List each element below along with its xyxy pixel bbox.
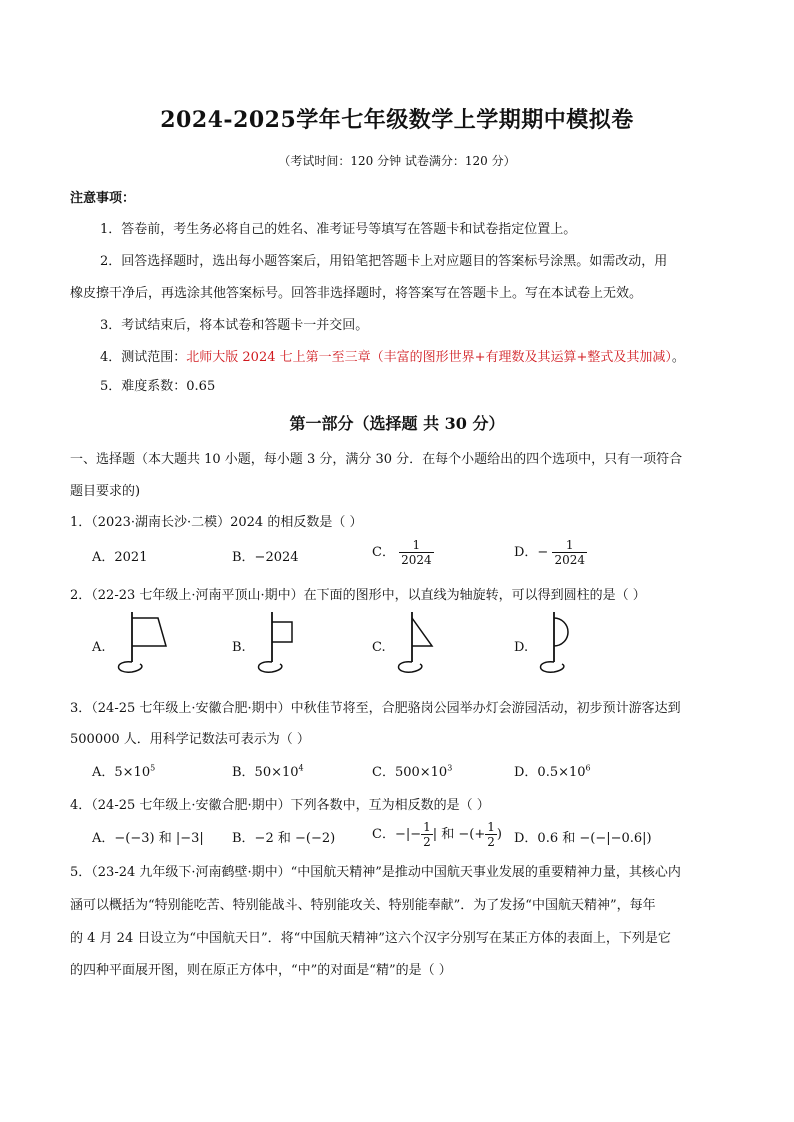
question-5-line-1: 5．（23-24 九年级下·河南鹤壁·期中）“中国航天精神”是推动中国航天事业发展的重要精神力量，其核心内 bbox=[70, 865, 681, 880]
note-4-scope: 北师大版 2024 七上第一至三章（丰富的图形世界+有理数及其运算+整式及其加减） bbox=[186, 350, 672, 365]
fraction-numerator: 1 bbox=[399, 538, 434, 553]
q4-option-b: B．−2 和 −(−2) bbox=[232, 831, 336, 846]
question-5-line-4: 的四种平面展开图，则在原正方体中，“中”的对面是“精”的是（ ） bbox=[70, 963, 452, 978]
q2-option-c-label: C. bbox=[372, 640, 386, 655]
part-intro-b: 题目要求的) bbox=[70, 484, 141, 499]
q2-figure-a-trapezoid bbox=[112, 608, 172, 680]
question-4-stem: 4．（24-25 七年级上·安徽合肥·期中）下列各数中，互为相反数的是（ ） bbox=[70, 798, 490, 813]
question-5-line-2: 涵可以概括为“特别能吃苦、特别能战斗、特别能攻关、特别能奉献”．为了发扬“中国航天精神”，每年 bbox=[70, 898, 656, 913]
q4-option-c-end: ) bbox=[496, 827, 502, 842]
note-3: 3．考试结束后，将本试卷和答题卡一并交回。 bbox=[100, 318, 369, 333]
fraction-denominator: 2 bbox=[487, 835, 495, 849]
q4-option-c-fraction-1 bbox=[421, 820, 433, 849]
q1-option-c-label: C． bbox=[372, 545, 395, 560]
question-1-stem: 1．（2023·湖南长沙·二模）2024 的相反数是（ ） bbox=[70, 515, 363, 530]
page-title: 2024-2025学年七年级数学上学期期中模拟卷 bbox=[160, 107, 634, 133]
q2-option-a-label: A. bbox=[92, 640, 106, 655]
exponent: 5 bbox=[150, 763, 156, 773]
q1-option-c-fraction bbox=[399, 538, 434, 567]
exponent: 3 bbox=[447, 763, 453, 773]
q4-option-d: D．0.6 和 −(−|−0.6|) bbox=[514, 831, 652, 846]
notes-heading: 注意事项： bbox=[70, 191, 136, 206]
note-2a: 2．回答选择题时，选出每小题答案后，用铅笔把答题卡上对应题目的答案标号涂黑。如需改动，用 bbox=[100, 254, 668, 269]
q3-option-b bbox=[232, 761, 304, 780]
q4-option-a: A．−(−3) 和 |−3| bbox=[92, 831, 204, 846]
note-4-suffix: 。 bbox=[671, 350, 685, 365]
q3-option-b-text: B．50×10 bbox=[232, 765, 299, 780]
section-title: 第一部分（选择题 共 30 分） bbox=[289, 414, 505, 433]
q1-option-d bbox=[514, 538, 587, 567]
question-5-line-3: 的 4 月 24 日设立为“中国航天日”．将“中国航天精神”这六个汉字分别写在某正方体的表面上，下列是它 bbox=[70, 931, 671, 946]
q4-option-c-label: C．−|− bbox=[372, 827, 422, 842]
note-4-prefix: 4．测试范围： bbox=[100, 350, 187, 365]
fraction-numerator: 1 bbox=[552, 538, 587, 553]
q3-option-a-text: A．5×10 bbox=[92, 765, 151, 780]
fraction-denominator: 2024 bbox=[554, 553, 586, 567]
q1-option-d-label: D．− bbox=[514, 545, 549, 560]
q2-figure-b-rectangle bbox=[252, 608, 312, 680]
q1-option-b: B．−2024 bbox=[232, 550, 299, 565]
question-2-stem: 2．（22-23 七年级上·河南平顶山·期中）在下面的图形中，以直线为轴旋转，可以得到圆柱的是（ ） bbox=[70, 588, 646, 603]
q2-option-d-label: D. bbox=[514, 640, 529, 655]
q3-option-c bbox=[372, 761, 452, 780]
note-5: 5．难度系数：0.65 bbox=[100, 379, 216, 394]
q3-option-c-text: C．500×10 bbox=[372, 765, 448, 780]
question-3-stem-a: 3．（24-25 七年级上·安徽合肥·期中）中秋佳节将至，合肥骆岗公园举办灯会游园活动，初步预计游客达到 bbox=[70, 701, 681, 716]
exam-info: （考试时间：120 分钟 试卷满分：120 分） bbox=[278, 154, 516, 168]
note-2b: 橡皮擦干净后，再选涂其他答案标号。回答非选择题时，将答案写在答题卡上。写在本试卷上无效。 bbox=[70, 286, 643, 301]
fraction-denominator: 2 bbox=[423, 835, 431, 849]
exponent: 4 bbox=[298, 763, 304, 773]
fraction-numerator: 1 bbox=[487, 820, 495, 834]
exponent: 6 bbox=[585, 763, 591, 773]
q1-option-c bbox=[372, 538, 434, 567]
q1-option-d-fraction bbox=[552, 538, 587, 567]
note-4 bbox=[100, 346, 685, 365]
q2-figure-d-semicircle bbox=[534, 608, 594, 680]
q4-option-c bbox=[372, 820, 502, 849]
q3-option-a bbox=[92, 761, 155, 780]
fraction-denominator: 2024 bbox=[401, 553, 432, 567]
q4-option-c-fraction-2 bbox=[485, 820, 497, 849]
q2-option-b-label: B. bbox=[232, 640, 246, 655]
q4-option-c-mid: | 和 −(+ bbox=[432, 827, 486, 842]
fraction-numerator: 1 bbox=[423, 820, 431, 834]
question-3-stem-b: 500000 人．用科学记数法可表示为（ ） bbox=[70, 732, 310, 747]
q3-option-d bbox=[514, 761, 591, 780]
q2-figure-c-triangle bbox=[392, 608, 452, 680]
q1-option-a: A．2021 bbox=[92, 550, 148, 565]
part-intro-a: 一、选择题（本大题共 10 小题，每小题 3 分，满分 30 分．在每个小题给出的四个选项中，只有一项符合 bbox=[70, 452, 683, 467]
note-1: 1．答卷前，考生务必将自己的姓名、准考证号等填写在答题卡和试卷指定位置上。 bbox=[100, 222, 577, 237]
q3-option-d-text: D．0.5×10 bbox=[514, 765, 586, 780]
